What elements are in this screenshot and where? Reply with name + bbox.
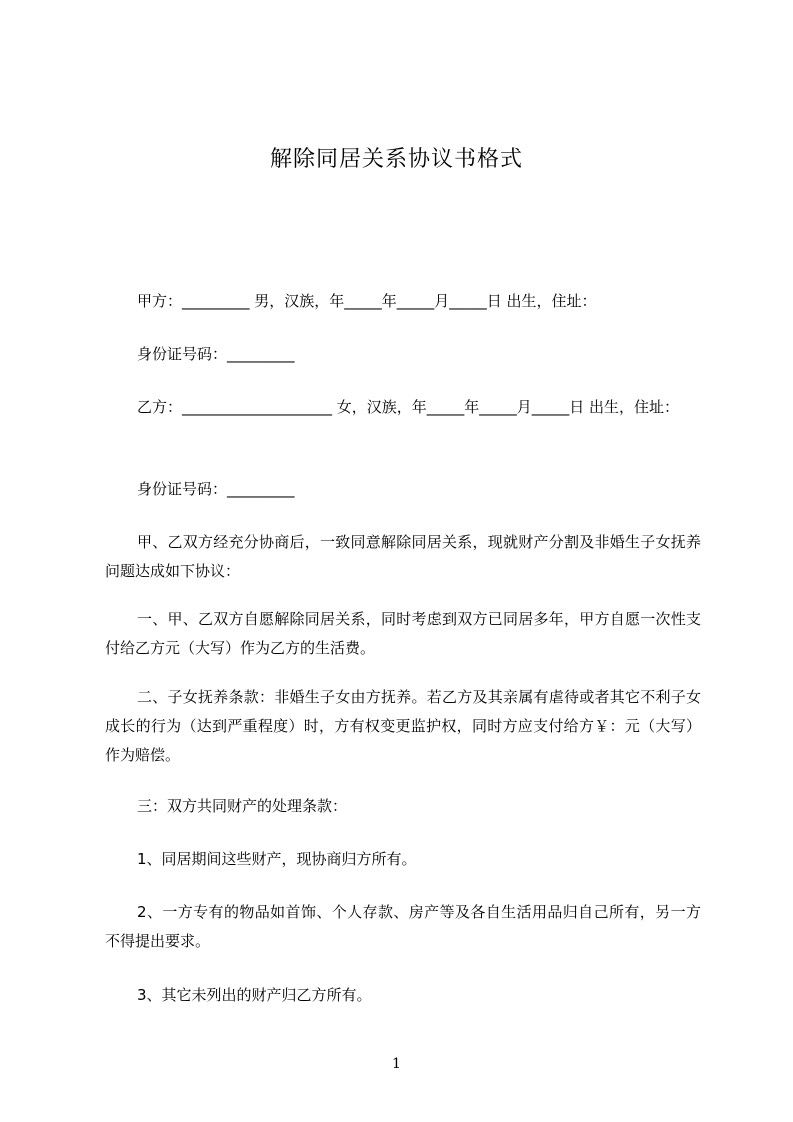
party-a-line: 甲方：_________ 男，汉族，年_____年_____月_____日 出生，住址： <box>137 292 597 310</box>
clause-3-item-1: 1、同居期间这些财产，现协商归方所有。 <box>137 850 417 868</box>
page-number: 1 <box>392 1056 401 1072</box>
clause-3-item-3: 3、其它未列出的财产归乙方所有。 <box>137 986 372 1004</box>
party-b-line: 乙方：____________________ 女，汉族，年_____年_____月_____日 出生，住址： <box>137 398 680 416</box>
clause-2-paragraph: 二、子女抚养条款：非婚生子女由方抚养。若乙方及其亲属有虐待或者其它不利子女成长的行为（达到严重程度）时，方有权变更监护权，同时方应支付给方￥：元（大写）作为赔偿。 <box>105 688 701 764</box>
clause-3-heading: 三：双方共同财产的处理条款： <box>137 797 348 815</box>
party-a-id-line: 身份证号码：_________ <box>137 345 295 363</box>
document-title: 解除同居关系协议书格式 <box>269 147 523 172</box>
clause-1-paragraph: 一、甲、乙双方自愿解除同居关系，同时考虑到双方已同居多年，甲方自愿一次性支付给乙方元（大写）作为乙方的生活费。 <box>105 610 701 657</box>
intro-paragraph: 甲、乙双方经充分协商后，一致同意解除同居关系，现就财产分割及非婚生子女抚养问题达成如下协议： <box>105 533 701 580</box>
clause-3-item-2: 2、一方专有的物品如首饰、个人存款、房产等及各自生活用品归自己所有，另一方不得提出要求。 <box>105 903 701 950</box>
party-b-id-line: 身份证号码：_________ <box>137 480 295 498</box>
